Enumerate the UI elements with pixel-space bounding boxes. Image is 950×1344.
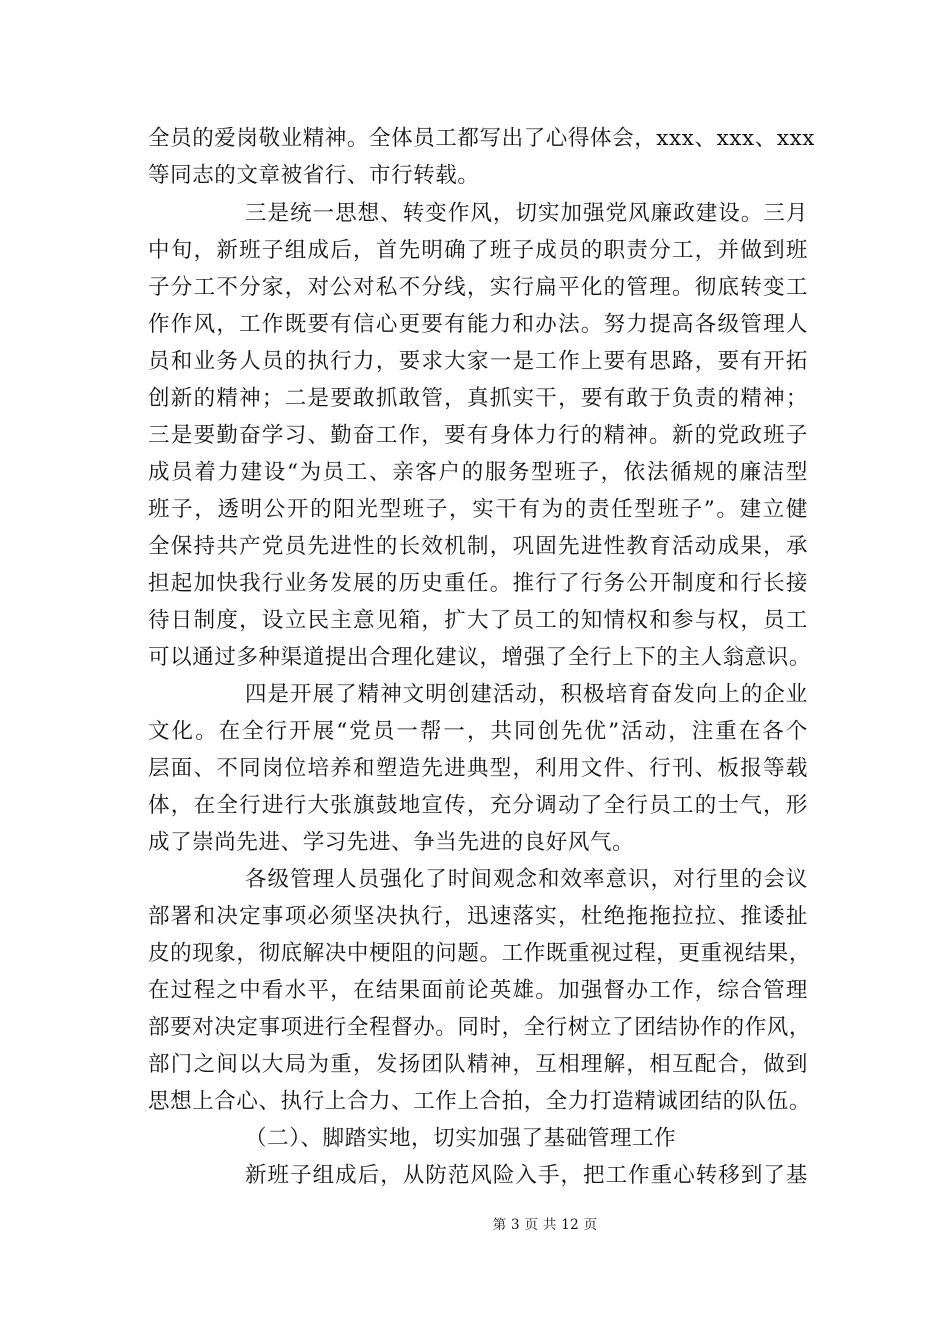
text-line: 员和业务人员的执行力，要求大家一是工作上要有思路，要有开拓 xyxy=(148,349,808,374)
text-line: 部要对决定事项进行全程督办。同时，全行树立了团结协作的作风， xyxy=(148,1015,812,1040)
text-line: 体，在全行进行大张旗鼓地宣传，充分调动了全行员工的士气，形 xyxy=(148,793,808,818)
text-line: 全员的爱岗敬业精神。全体员工都写出了心得体会，xxx、xxx、xxx xyxy=(148,126,816,151)
text-line: 文化。在全行开展“党员一帮一，共同创先优”活动，注重在各个 xyxy=(148,719,808,744)
paragraph-start-line: 四是开展了精神文明创建活动，积极培育奋发向上的企业 xyxy=(245,682,808,707)
text-line: 全保持共产党员先进性的长效机制，巩固先进性教育活动成果，承 xyxy=(148,534,808,559)
text-line: 三是要勤奋学习、勤奋工作，要有身体力行的精神。新的党政班子 xyxy=(148,423,808,448)
text-line: 等同志的文章被省行、市行转载。 xyxy=(148,163,480,188)
text-line: 在过程之中看水平，在结果面前论英雄。加强督办工作，综合管理 xyxy=(148,978,808,1003)
paragraph-start-line: 各级管理人员强化了时间观念和效率意识，对行里的会议 xyxy=(245,867,808,892)
text-line: 子分工不分家，对公对私不分线，实行扁平化的管理。彻底转变工 xyxy=(148,275,808,300)
text-line: 成员着力建设“为员工、亲客户的服务型班子，依法循规的廉洁型 xyxy=(148,460,808,485)
text-line: 成了崇尚先进、学习先进、争当先进的良好风气。 xyxy=(148,830,635,855)
text-line: 皮的现象，彻底解决中梗阻的问题。工作既重视过程，更重视结果， xyxy=(148,941,812,966)
text-line: 作作风，工作既要有信心更要有能力和办法。努力提高各级管理人 xyxy=(148,312,808,337)
paragraph-start-line: 三是统一思想、转变作风，切实加强党风廉政建设。三月 xyxy=(245,201,808,226)
paragraph-start-line: 新班子组成后，从防范风险入手，把工作重心转移到了基 xyxy=(245,1163,808,1188)
text-line: 班子，透明公开的阳光型班子，实干有为的责任型班子”。建立健 xyxy=(148,497,808,522)
page-number-label: 第 3 页 共 12 页 xyxy=(492,1217,598,1233)
text-line: 待日制度，设立民主意见箱，扩大了员工的知情权和参与权，员工 xyxy=(148,608,808,633)
text-line: 创新的精神；二是要敢抓敢管，真抓实干，要有敢于负责的精神； xyxy=(148,386,808,411)
text-line: 层面、不同岗位培养和塑造先进典型，利用文件、行刊、板报等载 xyxy=(148,756,808,781)
text-line: 可以通过多种渠道提出合理化建议，增强了全行上下的主人翁意识。 xyxy=(148,645,812,670)
text-line: 部门之间以大局为重，发扬团队精神，互相理解，相互配合，做到 xyxy=(148,1052,808,1077)
text-line: 中旬，新班子组成后，首先明确了班子成员的职责分工，并做到班 xyxy=(148,238,808,263)
text-line: 思想上合心、执行上合力、工作上合拍，全力打造精诚团结的队伍。 xyxy=(148,1089,812,1114)
text-line: 担起加快我行业务发展的历史重任。推行了行务公开制度和行长接 xyxy=(148,571,808,596)
section-heading: （二）、脚踏实地，切实加强了基础管理工作 xyxy=(245,1126,677,1151)
page-footer xyxy=(0,1213,950,1233)
text-line: 部署和决定事项必须坚决执行，迅速落实，杜绝拖拖拉拉、推诿扯 xyxy=(148,904,808,929)
